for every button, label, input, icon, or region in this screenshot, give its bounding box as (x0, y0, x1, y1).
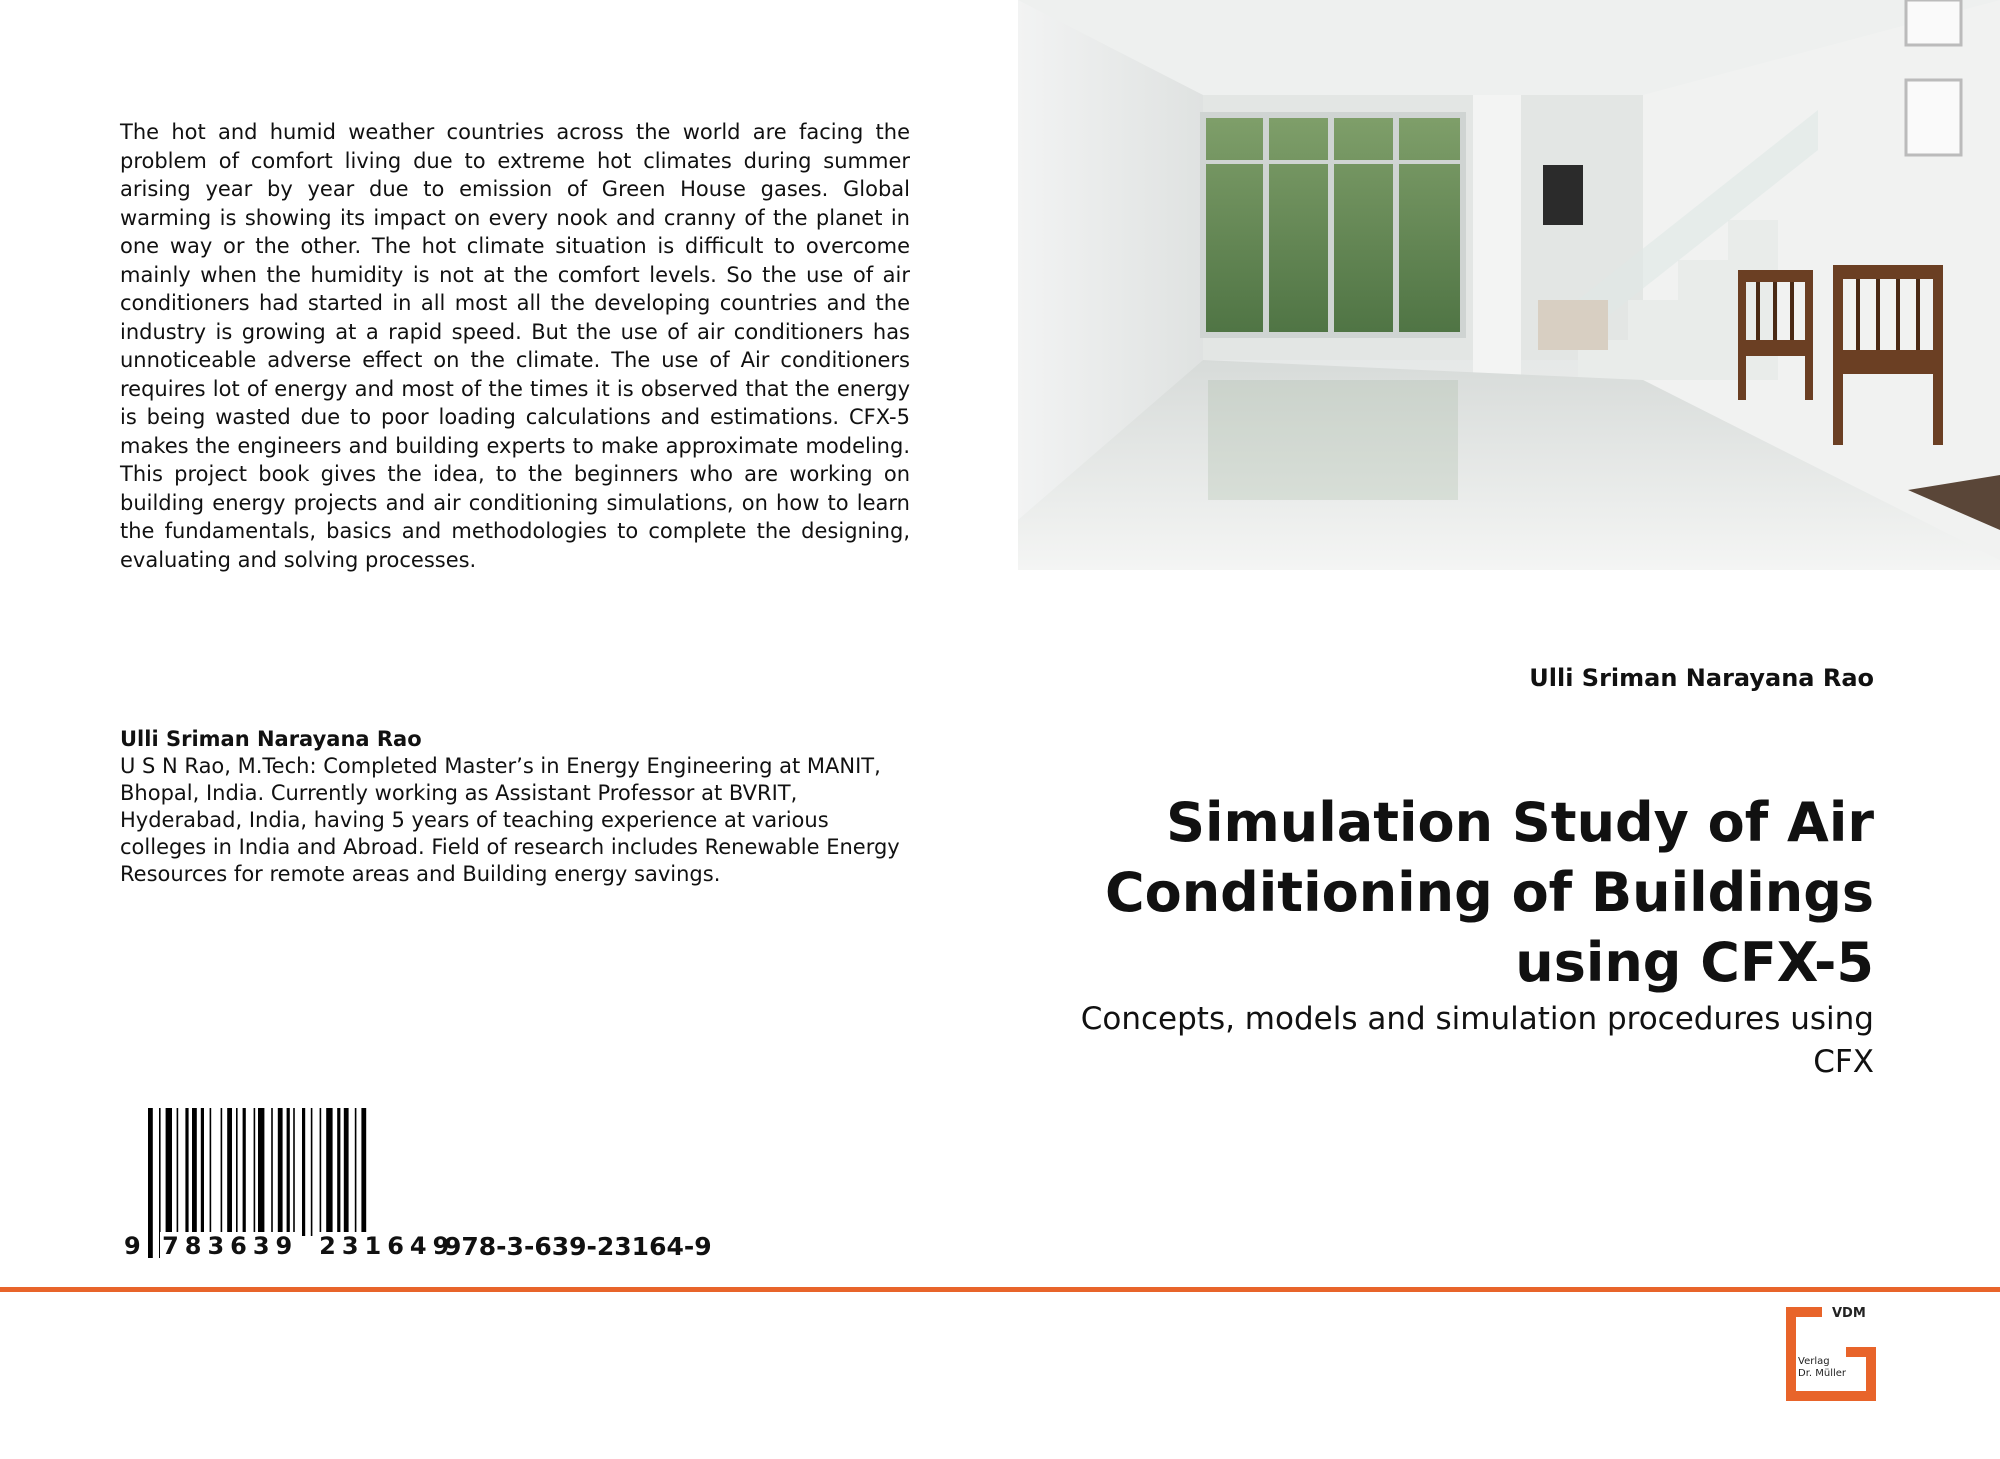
barcode-bar (236, 1108, 238, 1236)
barcode-bar (192, 1108, 197, 1236)
barcode-bar (293, 1108, 295, 1236)
barcode-bar (177, 1108, 179, 1236)
barcode-bar (278, 1108, 283, 1236)
barcode-bar (227, 1108, 232, 1236)
book-subtitle: Concepts, models and simulation procedures using CFX (1080, 1001, 1874, 1080)
interior-room-illustration (1018, 0, 2000, 570)
barcode-bar (185, 1108, 188, 1236)
barcode-bar (221, 1108, 223, 1236)
publisher-logo-sub-line2: Dr. Müller (1798, 1368, 1847, 1379)
author-bio-name: Ulli Sriman Narayana Rao (120, 727, 422, 751)
barcode-bar (166, 1108, 172, 1236)
barcode-bar (320, 1108, 322, 1236)
barcode-digits (122, 1232, 457, 1260)
isbn-label: 978-3-639-23164-9 (444, 1232, 712, 1261)
barcode-bar (302, 1108, 305, 1236)
barcode-bar (243, 1108, 246, 1236)
interior-room-photo (1018, 0, 2000, 570)
vdm-logo-icon (1786, 1307, 1876, 1401)
barcode-bar (344, 1108, 349, 1236)
barcode-bar (326, 1108, 332, 1236)
barcode-bar (210, 1108, 212, 1236)
back-cover-blurb: The hot and humid weather countries across the world are facing the problem of comfort living due to extreme hot climates during summer arising year by year due to emission of Green House gases. Global warming is showing its impact on every nook and cranny of the planet in one way or the other. The hot climate situation is difficult to overcome mainly when the humidity is not at the comfort levels. So the use of air conditioners had started in all most all the developing countries and the industry is growing at a rapid speed. But the use of air conditioners has unnoticeable adverse effect on the climate. The use of Air conditioners requires lot of energy and most of the times it is observed that the energy is being wasted due to poor loading calculations and estimations. CFX-5 makes the engineers and building experts to make approximate modeling. This project book gives the idea, to the beginners who are working on building energy projects and air conditioning simulations, on how to learn the fundamentals, basics and methodologies to complete the designing, evaluating and solving processes. (120, 120, 910, 572)
author-bio-text: U S N Rao, M.Tech: Completed Master’s in Energy Engineering at MANIT, Bhopal, India. Currently working as Assistant Professor at BVRIT, Hyderabad, India, having 5 years of teaching experience at various colleges in India and Abroad. Field of research includes Renewable Energy Resources for remote areas and Building energy savings. (120, 754, 900, 886)
publisher-logo-sub (1798, 1356, 1846, 1380)
barcode-bar (311, 1108, 313, 1236)
barcode-bar (254, 1108, 256, 1236)
barcode-digit-group1: 783639 (162, 1232, 299, 1260)
accent-rule (0, 1287, 2000, 1292)
barcode-digit-group2: 231649 (319, 1232, 456, 1260)
barcode-bar (201, 1108, 204, 1236)
barcode-bar (271, 1108, 273, 1236)
publisher-logo-name: VDM (1832, 1306, 1866, 1321)
barcode-bar (337, 1108, 340, 1236)
author-bio (120, 726, 910, 888)
book-title: Simulation Study of Air Conditioning of Buildings using CFX-5 (1104, 791, 1874, 994)
publisher-logo-sub-line1: Verlag (1798, 1356, 1830, 1367)
front-author: Ulli Sriman Narayana Rao (1529, 664, 1874, 692)
barcode-bar (287, 1108, 290, 1236)
barcode-digit-first: 9 (124, 1232, 142, 1260)
